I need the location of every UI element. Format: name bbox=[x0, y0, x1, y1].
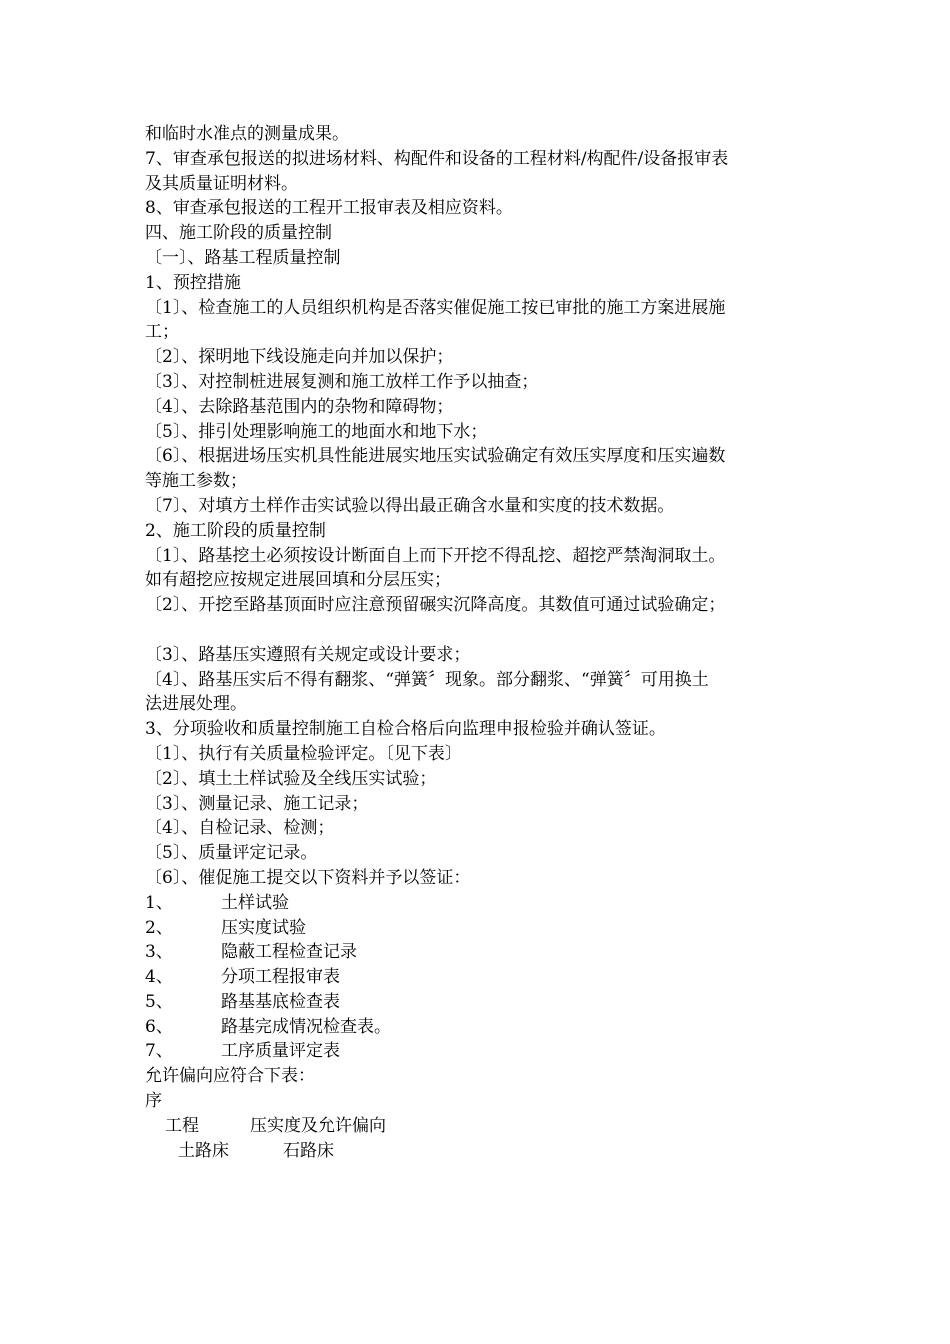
list-item bbox=[145, 891, 810, 916]
section-heading: 四、施工阶段的质量控制 bbox=[145, 223, 332, 244]
paragraph-line: 〔2〕、填土土样试验及全线压实试验； bbox=[145, 768, 437, 789]
blank-line bbox=[145, 618, 810, 643]
paragraph-line: 法进展处理。 bbox=[145, 694, 247, 715]
table-header bbox=[145, 1089, 810, 1163]
list-item-number: 4、 bbox=[145, 967, 173, 988]
paragraph-line: 和临时水准点的测量成果。 bbox=[145, 124, 349, 144]
paragraph-line: 工； bbox=[145, 322, 179, 343]
paragraph-line: 〔2〕、探明地下线设施走向并加以保护； bbox=[145, 347, 454, 368]
list-item-number: 3、 bbox=[145, 942, 173, 963]
paragraph-line: 8、审查承包报送的工程开工报审表及相应资料。 bbox=[145, 198, 513, 219]
list-item-number: 7、 bbox=[145, 1041, 173, 1062]
list-item-number: 1、 bbox=[145, 892, 173, 913]
paragraph-line: 〔4〕、去除路基范围内的杂物和障碍物； bbox=[145, 396, 454, 417]
subsection-heading: 3、分项验收和质量控制施工自检合格后向监理申报检验并确认签证。 bbox=[145, 719, 666, 740]
paragraph-line: 〔5〕、排引处理影响施工的地面水和地下水； bbox=[145, 421, 488, 442]
list-item-number: 5、 bbox=[145, 991, 173, 1012]
list-item-text: 分项工程报审表 bbox=[221, 967, 340, 988]
document-body bbox=[145, 122, 810, 1163]
paragraph-line: 〔1〕、执行有关质量检验评定。〔见下表〕 bbox=[145, 743, 462, 764]
paragraph-line: 〔7〕、对填方土样作击实试验以得出最正确含水量和实度的技术数据。 bbox=[145, 495, 675, 516]
paragraph-line: 〔1〕、检查施工的人员组织机构是否落实催促施工按已审批的施工方案进展施 bbox=[145, 297, 726, 318]
table-intro: 允许偏向应符合下表： bbox=[145, 1066, 315, 1087]
list-item-text: 隐蔽工程检查记录 bbox=[221, 942, 357, 963]
paragraph-line: 如有超挖应按规定进展回填和分层压实； bbox=[145, 570, 451, 591]
list-item bbox=[145, 1015, 810, 1040]
paragraph-line: 〔4〕、自检记录、检测； bbox=[145, 818, 335, 839]
list-item bbox=[145, 916, 810, 941]
paragraph-line: 〔3〕、对控制桩进展复测和施工放样工作予以抽查； bbox=[145, 371, 539, 392]
subsection-heading: 2、施工阶段的质量控制 bbox=[145, 520, 326, 541]
list-item-text: 土样试验 bbox=[221, 892, 289, 913]
paragraph-line: 〔3〕、路基压实遵照有关规定或设计要求； bbox=[145, 644, 471, 665]
list-item bbox=[145, 990, 810, 1015]
table-header-soil-bed: 土路床 bbox=[178, 1141, 229, 1162]
list-item bbox=[145, 965, 810, 990]
table-header-compaction: 压实度及允许偏向 bbox=[250, 1116, 386, 1137]
paragraph-line: 〔5〕、质量评定记录。 bbox=[145, 843, 318, 864]
subsection-heading: 〔一〕、路基工程质量控制 bbox=[145, 247, 341, 268]
paragraph-line: 〔2〕、开挖至路基顶面时应注意预留碾实沉降高度。其数值可通过试验确定； bbox=[145, 595, 726, 616]
paragraph-line: 〔4〕、路基压实后不得有翻浆、“弹簧〞现象。部分翻浆、“弹簧〞可用换土 bbox=[145, 669, 709, 690]
paragraph-line: 7、审查承包报送的拟进场材料、构配件和设备的工程材料/构配件/设备报审表 bbox=[145, 148, 729, 169]
list-item-number: 6、 bbox=[145, 1016, 173, 1037]
subsection-heading: 1、预控措施 bbox=[145, 272, 241, 293]
paragraph-line: 〔1〕、路基挖土必须按设计断面自上而下开挖不得乱挖、超挖严禁淘洞取土。 bbox=[145, 545, 726, 566]
list-item-text: 路基基底检查表 bbox=[221, 991, 340, 1012]
paragraph-line: 〔3〕、测量记录、施工记录； bbox=[145, 793, 369, 814]
list-item-text: 压实度试验 bbox=[221, 917, 306, 938]
paragraph-line: 〔6〕、根据进场压实机具性能进展实地压实试验确定有效压实厚度和压实遍数 bbox=[145, 446, 726, 467]
list-item-number: 2、 bbox=[145, 917, 173, 938]
list-item-text: 路基完成情况检查表。 bbox=[221, 1016, 391, 1037]
table-header-project: 工程 bbox=[165, 1116, 199, 1137]
paragraph-line: 及其质量证明材料。 bbox=[145, 173, 298, 194]
table-header-seq: 序 bbox=[145, 1091, 162, 1112]
list-item-text: 工序质量评定表 bbox=[221, 1041, 340, 1062]
list-item bbox=[145, 940, 810, 965]
table-header-stone-bed: 石路床 bbox=[283, 1141, 334, 1162]
paragraph-line: 等施工参数； bbox=[145, 471, 247, 492]
list-item bbox=[145, 1039, 810, 1064]
paragraph-line: 〔6〕、催促施工提交以下资料并予以签证： bbox=[145, 867, 471, 888]
